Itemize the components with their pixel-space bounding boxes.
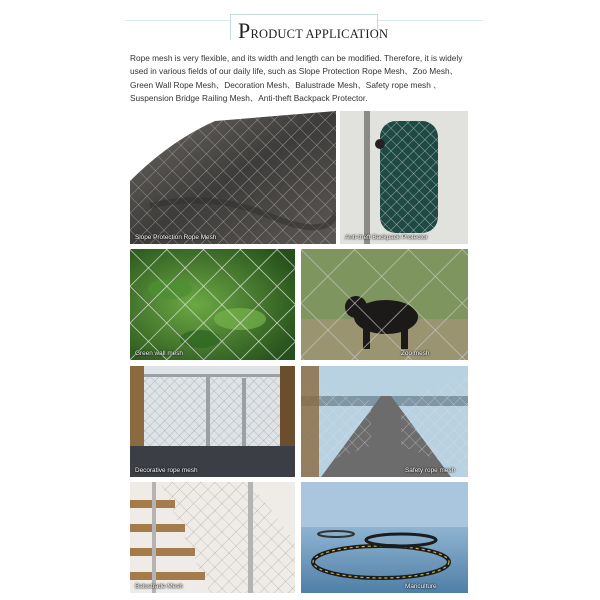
photo-balustrade — [130, 482, 295, 593]
mariculture-image — [301, 482, 468, 593]
photo-caption: Safety rope mesh — [405, 467, 456, 474]
photo-caption: Anti-theft Backpack Protector — [345, 234, 428, 241]
photo-caption: Mariculture — [405, 583, 437, 590]
photo-caption: Decorative rope mesh — [135, 467, 198, 474]
photo-slope-protection — [130, 111, 336, 244]
intro-paragraph: Rope mesh is very flexible, and its width and length can be modified. Therefore, it is widely used in various fields of our daily life, such as Slope Protection Rope Mesh、Zoo Mesh、Green Wall Rope Mesh、Decoration Mesh、Balustrade Mesh、Safety rope mesh 、Suspension Bridge Railing Mesh、Anti-theft Backpack Protector. — [130, 53, 463, 103]
decorative-image — [130, 366, 295, 477]
photo-caption: Zoo mesh — [401, 350, 430, 357]
green-wall-image — [130, 249, 295, 360]
title-first-letter: P — [238, 18, 251, 43]
photo-zoo — [301, 249, 468, 360]
title-rest: RODUCT APPLICATION — [250, 27, 389, 41]
photo-anti-theft-backpack — [340, 111, 468, 244]
photo-mariculture — [301, 482, 468, 593]
photo-green-wall — [130, 249, 295, 360]
photo-caption: Green wall mesh — [135, 350, 183, 357]
photo-safety-mesh — [301, 366, 468, 477]
title-rule-right — [378, 20, 483, 21]
safety-image — [301, 366, 468, 477]
zoo-image — [301, 249, 468, 360]
page-title — [238, 18, 388, 44]
photo-caption: Slope Protection Rope Mesh — [135, 234, 217, 241]
slope-image — [130, 111, 336, 244]
backpack-image — [340, 111, 468, 244]
title-area — [0, 14, 600, 42]
photo-decorative-mesh — [130, 366, 295, 477]
balustrade-image — [130, 482, 295, 593]
title-rule-left — [125, 20, 230, 21]
photo-caption: Balustrade Mesh — [135, 583, 183, 590]
